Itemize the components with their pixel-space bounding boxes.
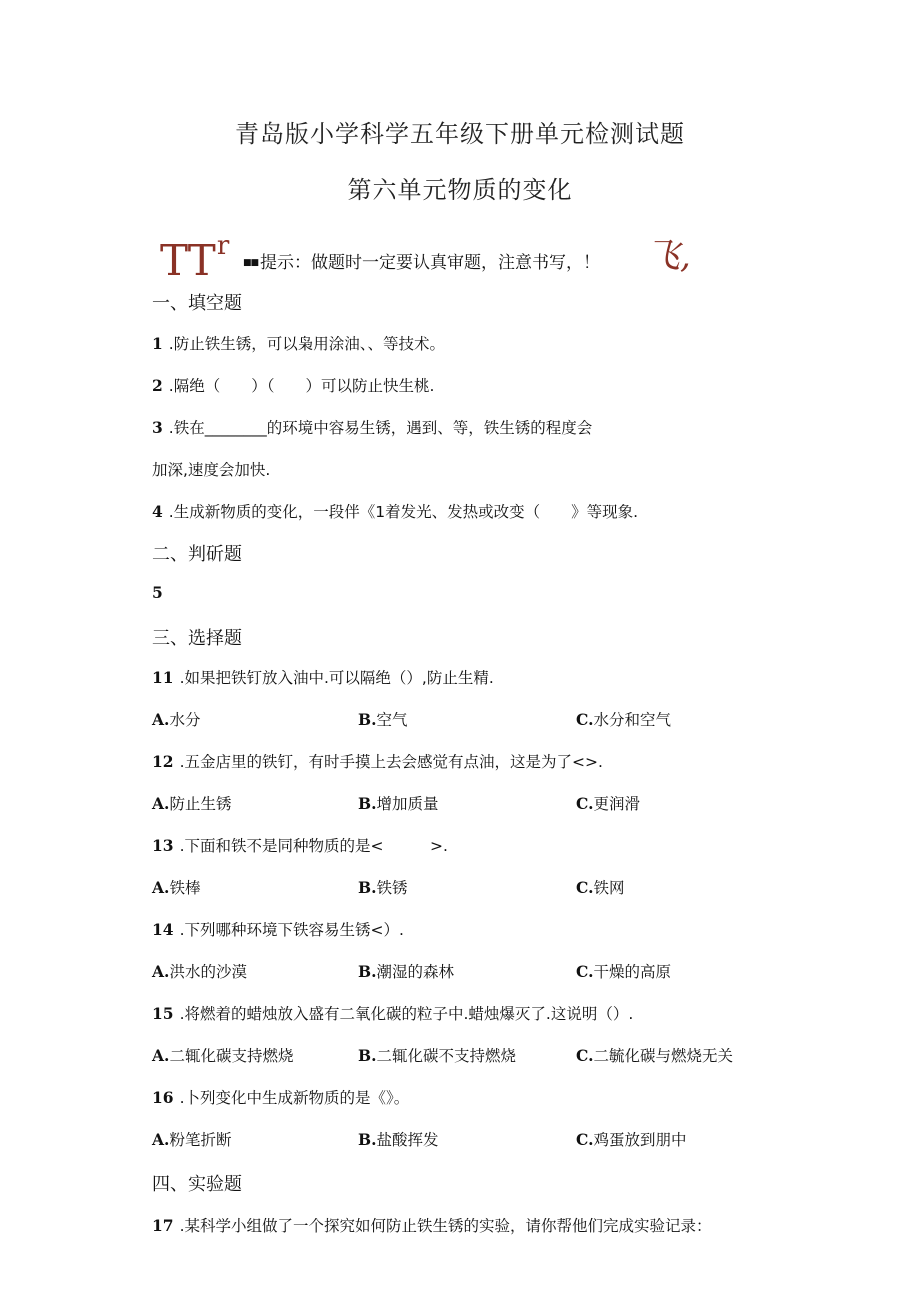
option-c (576, 1044, 733, 1066)
section-heading-fill: 一、填空题 (152, 293, 242, 314)
option-b (358, 960, 454, 982)
question-text: .隔绝（ ）（ ）可以防止快生桃. (168, 377, 435, 395)
question-11 (152, 666, 494, 688)
document-subtitle: 第六单元物质的变化 (347, 176, 573, 204)
option-text: 水分 (169, 711, 201, 729)
option-text: 干燥的高原 (593, 963, 671, 981)
option-letter: A. (152, 710, 170, 729)
option-a (152, 876, 200, 898)
option-letter: B. (358, 878, 377, 897)
question-number: 14 (152, 920, 174, 939)
option-c (576, 1128, 686, 1150)
question-number: 17 (152, 1216, 174, 1235)
question-number: 4 (152, 502, 163, 521)
question-number: 12 (152, 752, 174, 771)
option-c (576, 792, 640, 814)
question-number: 1 (152, 334, 163, 353)
question-text: .卜列变化中生成新物质的是《》。 (179, 1089, 410, 1107)
question-text: .如果把铁钉放入油中.可以隔绝（）,防止生精. (179, 669, 494, 687)
question-1 (152, 332, 445, 354)
option-text: 更润滑 (593, 795, 640, 813)
logo (160, 230, 228, 283)
option-b (358, 876, 408, 898)
question-16 (152, 1086, 409, 1108)
question-17 (152, 1214, 712, 1236)
question-text: .某科学小组做了一个探究如何防止铁生锈的实验，请你帮他们完成实验记录： (179, 1217, 712, 1235)
option-a (152, 960, 247, 982)
question-text: .防止铁生锈，可以枭用涂油、、等技术。 (168, 335, 445, 353)
question-text: .下面和铁不是同种物质的是< >. (179, 837, 448, 855)
option-text: 铁锈 (376, 879, 408, 897)
tip-row (160, 230, 700, 285)
option-a (152, 708, 200, 730)
option-text: 粉笔折断 (169, 1131, 232, 1149)
question-number: 16 (152, 1088, 174, 1107)
option-c (576, 708, 671, 730)
option-letter: B. (358, 710, 377, 729)
section-heading-choice: 三、选择题 (152, 628, 242, 649)
question-number: 5 (152, 583, 163, 602)
option-letter: C. (576, 1130, 594, 1149)
question-12 (152, 750, 603, 772)
option-text: 防止生锈 (169, 795, 232, 813)
option-letter: B. (358, 962, 377, 981)
option-text: 鸡蛋放到朋中 (593, 1131, 687, 1149)
question-number: 11 (152, 668, 174, 687)
question-text: .生成新物质的变化，一段伴《1着发光、发热或改变（ 》等现象. (168, 503, 639, 521)
option-text: 二辄化碳不支持燃烧 (376, 1047, 517, 1065)
option-letter: A. (152, 794, 170, 813)
option-letter: A. (152, 962, 170, 981)
question-3 (152, 416, 592, 438)
question-13 (152, 834, 448, 856)
logo-text: TT (160, 236, 215, 285)
document-title: 青岛版小学科学五年级下册单元检测试题 (235, 120, 685, 148)
option-text: 潮湿的森林 (376, 963, 455, 981)
question-3-continued (152, 458, 270, 480)
question-text: .将燃着的蜡烛放入盛有二氧化碳的粒子中.蜡烛爆灭了.这说明（）. (179, 1005, 634, 1023)
question-text: .下列哪种环境下铁容易生锈<）. (179, 921, 404, 939)
option-a (152, 1044, 293, 1066)
option-c (576, 876, 624, 898)
option-text: 增加质量 (376, 795, 439, 813)
option-text: 铁棒 (169, 879, 201, 897)
option-letter: C. (576, 710, 594, 729)
section-heading-judge: 二、判斫题 (152, 544, 242, 565)
option-c (576, 960, 671, 982)
option-letter: A. (152, 1046, 170, 1065)
logo-sup: r (216, 231, 229, 261)
option-a (152, 792, 231, 814)
question-number: 15 (152, 1004, 174, 1023)
section-heading-experiment: 四、实验题 (152, 1174, 242, 1195)
option-letter: B. (358, 1046, 377, 1065)
question-14 (152, 918, 404, 940)
option-letter: C. (576, 962, 594, 981)
option-text: 空气 (376, 711, 408, 729)
tip-text: 提示：做题时一定要认真审题，注意书写，！ (260, 253, 600, 273)
tip-squares: ■■ (243, 258, 259, 268)
question-number: 3 (152, 418, 163, 437)
question-4 (152, 500, 638, 522)
option-letter: B. (358, 1130, 377, 1149)
option-b (358, 1044, 516, 1066)
option-text: 盐酸挥发 (376, 1131, 439, 1149)
question-number: 2 (152, 376, 163, 395)
option-letter: A. (152, 1130, 170, 1149)
question-15 (152, 1002, 633, 1024)
question-2 (152, 374, 434, 396)
option-letter: C. (576, 878, 594, 897)
option-text: 洪水的沙漠 (169, 963, 247, 981)
option-b (358, 792, 439, 814)
question-5 (152, 583, 169, 602)
option-text: 铁网 (593, 879, 625, 897)
option-letter: C. (576, 1046, 594, 1065)
option-letter: B. (358, 794, 377, 813)
option-text: 二辄化碳支持燃烧 (169, 1047, 294, 1065)
option-letter: C. (576, 794, 594, 813)
question-text: .铁在________的环境中容易生锈，遇到、等，铁生锈的程度会 (168, 419, 593, 437)
option-text: 二毓化碳与燃烧无关 (593, 1047, 733, 1065)
option-a (152, 1128, 231, 1150)
option-b (358, 708, 408, 730)
question-text: .五金店里的铁钉，有时手摸上去会感觉有点油，这是为了<>. (179, 753, 603, 771)
option-b (358, 1128, 439, 1150)
question-number: 13 (152, 836, 174, 855)
option-letter: A. (152, 878, 170, 897)
question-text: 加深,速度会加快. (152, 461, 271, 479)
option-text: 水分和空气 (593, 711, 671, 729)
tip-mark: 飞, (646, 236, 691, 276)
